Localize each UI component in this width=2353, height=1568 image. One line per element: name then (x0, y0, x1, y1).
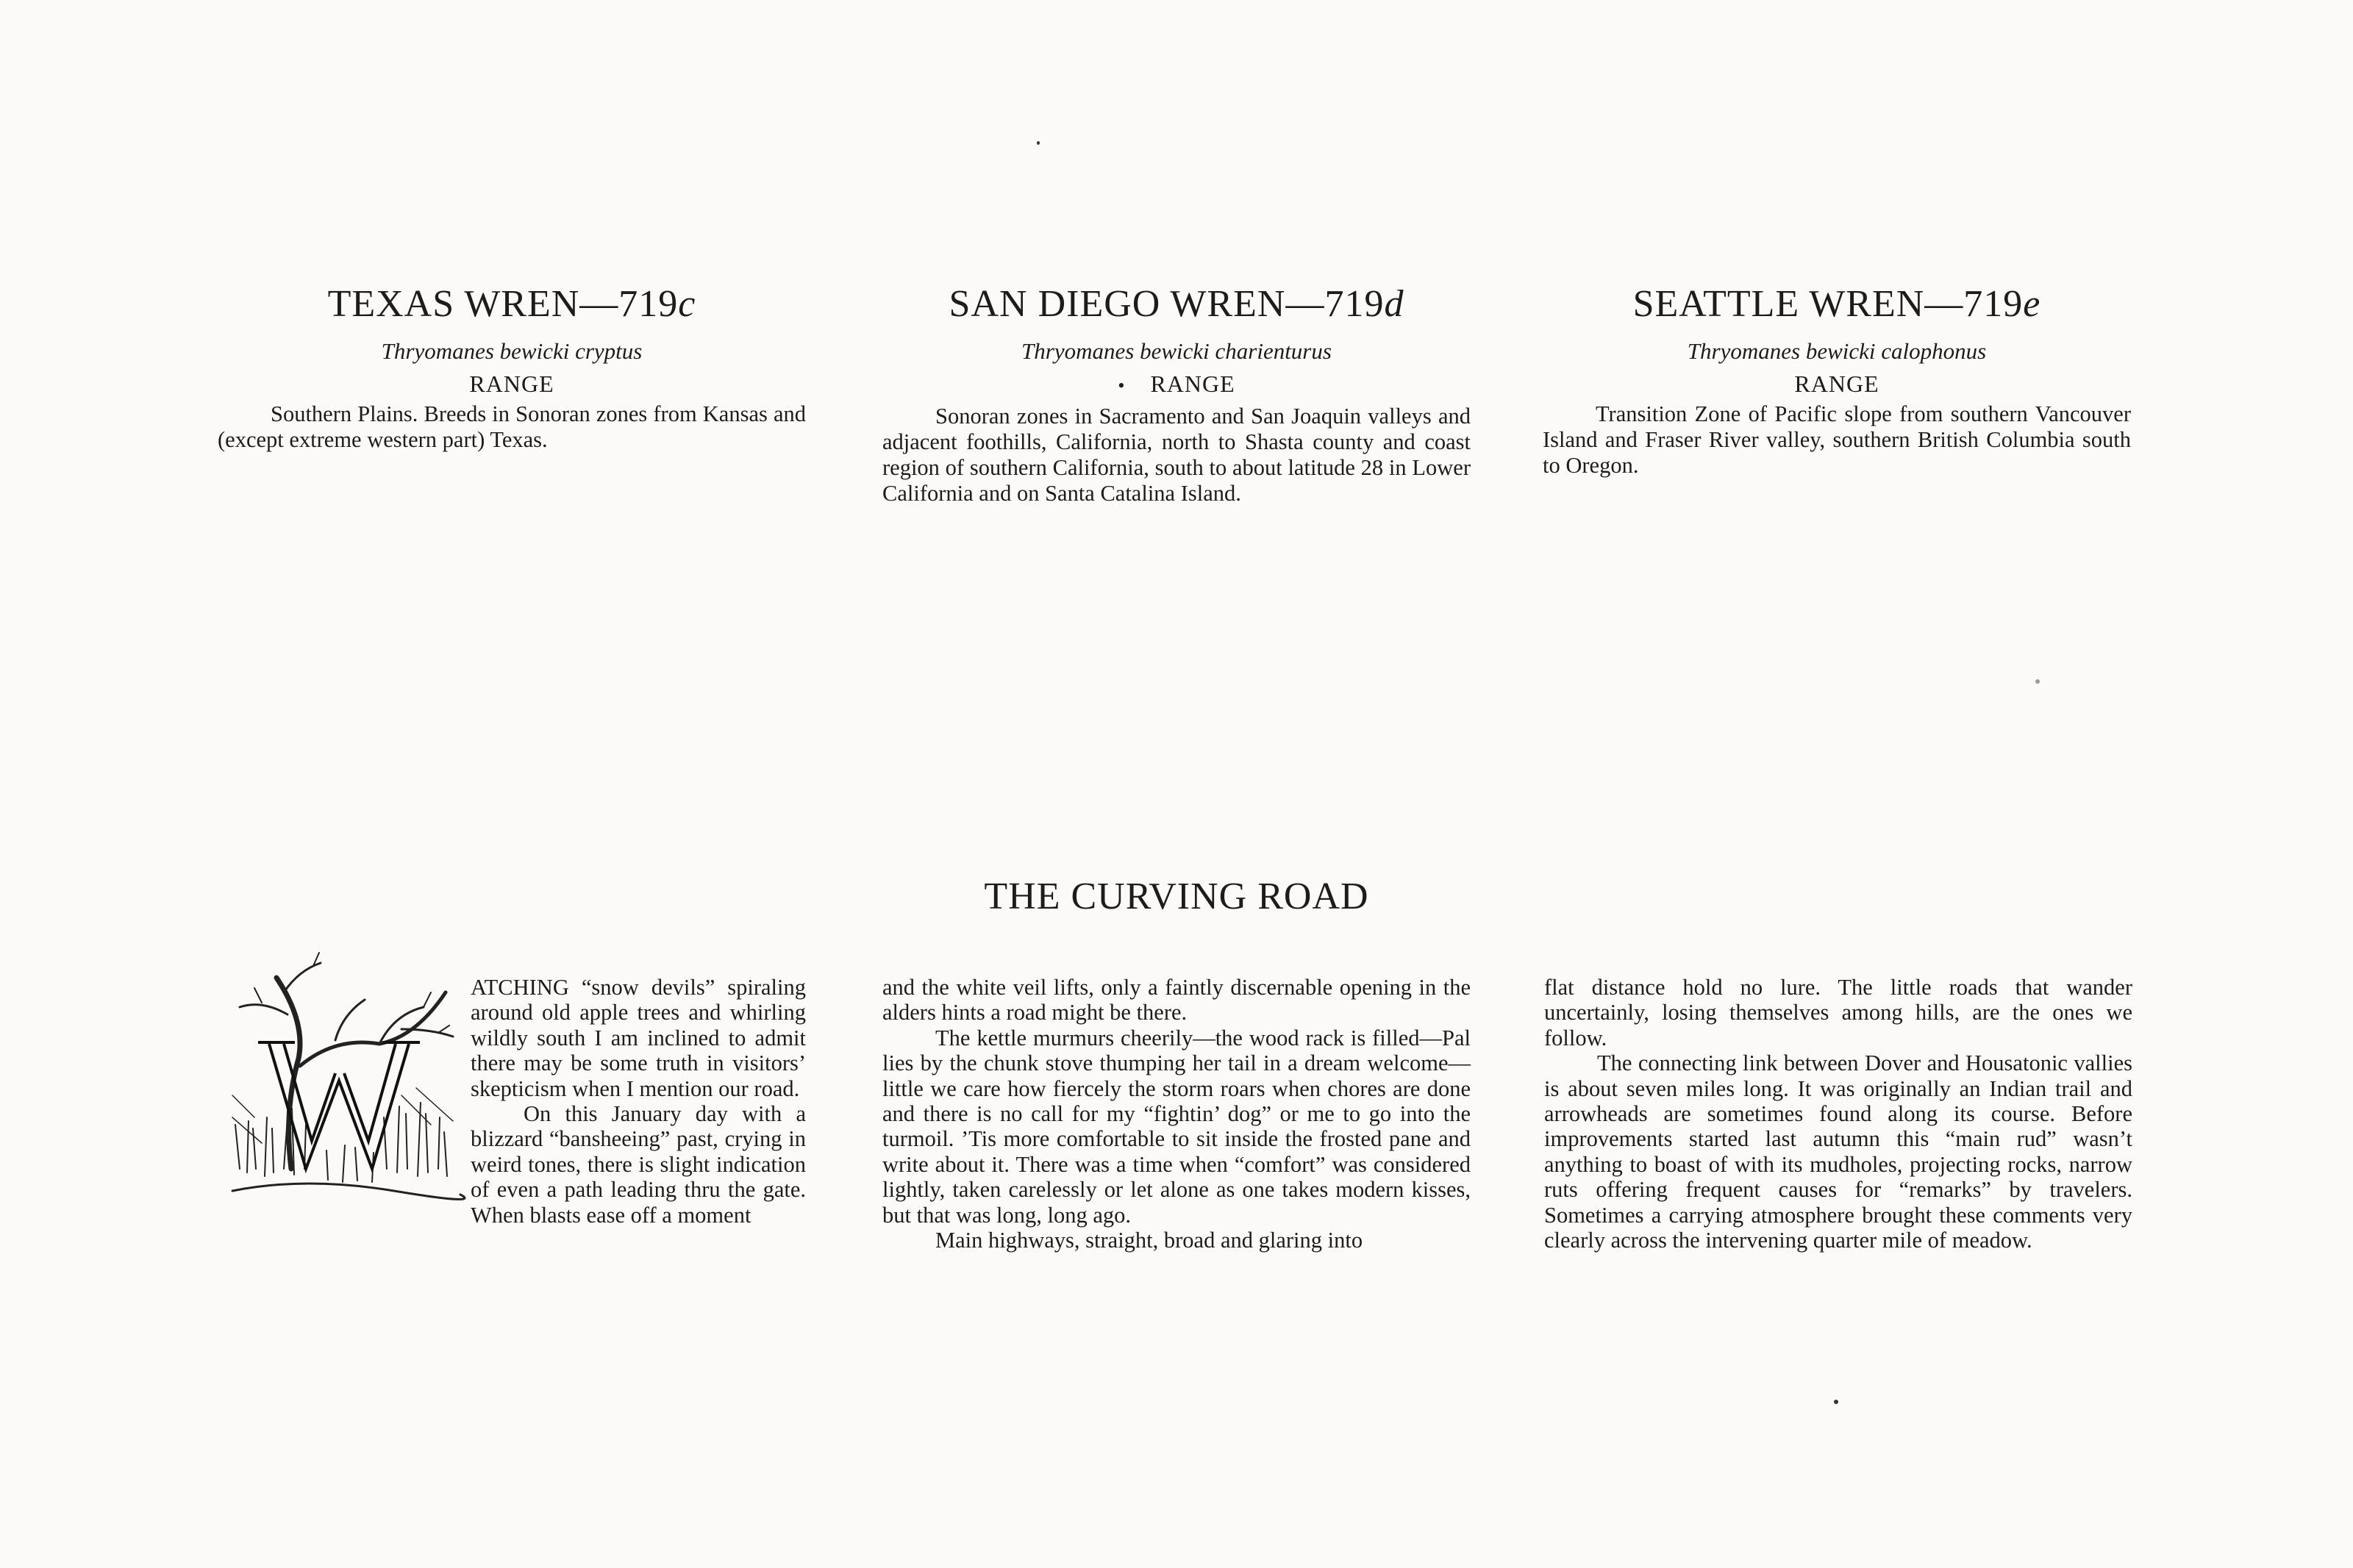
essay-paragraph: On this January day with a blizzard “bansheeing” past, crying in weird tones, there is slight indication of even a path leading thru the gate. When blasts ease off a moment (471, 1101, 806, 1228)
essay-title: THE CURVING ROAD (984, 876, 1369, 917)
scan-speck (1834, 1400, 1838, 1404)
bullet-mark: • (1118, 375, 1126, 396)
wren-title: SEATTLE WREN—719e (1632, 283, 2041, 325)
wren-entry-seattle (1543, 281, 2131, 479)
range-label: RANGE (1794, 370, 1879, 397)
essay-paragraph: ATCHING “snow devils” spiraling around old apple trees and whirling wildly south I am inclined to admit there may be some truth in visitors’ skepticism when I mention our road. (471, 975, 806, 1101)
dropcap-tree-illustration (218, 948, 466, 1203)
wren-title: TEXAS WREN—719c (327, 283, 696, 325)
range-text: Southern Plains. Breeds in Sonoran zones from Kansas and (except extreme western part) Texas. (218, 401, 806, 452)
range-text: Sonoran zones in Sacramento and San Joaquin valleys and adjacent foothills, California, north to Shasta county and coast region of southern California, south to about latitude 28 in Lower California and on Santa Catalina Island. (882, 404, 1471, 506)
essay-paragraph: The kettle murmurs cheerily—the wood rack is filled—Pal lies by the chunk stove thumping her tail in a dream welcome—little we care how fiercely the storm roars when chores are done and there is no call for my “fightin’ dog” or me to go into the turmoil. ’Tis more comfortable to sit inside the frosted pane and write about it. There was a time when “comfort” was considered lightly, taken carelessly or let alone as one takes modern kisses, but that was long, long ago. (882, 1025, 1471, 1228)
essay-paragraph: flat distance hold no lure. The little roads that wander uncertainly, losing themselves among hills, are the ones we follow. (1544, 975, 2132, 1050)
essay-paragraph: Main highways, straight, broad and glaring into (935, 1228, 1363, 1253)
essay-column-2 (882, 975, 1471, 1253)
range-label: • RANGE (1118, 370, 1235, 397)
wren-entry-san-diego (882, 281, 1471, 506)
scan-speck (1037, 141, 1040, 145)
scan-speck (2035, 679, 2040, 684)
essay-paragraph: and the white veil lifts, only a faintly discernable opening in the alders hints a road might be there. (882, 975, 1471, 1025)
essay-column-1 (218, 948, 806, 1228)
essay-paragraph: The connecting link between Dover and Housatonic vallies is about seven miles long. It was originally an Indian trail and arrowheads are sometimes found along its course. Before improvements started last autumn this “main rud” wasn’t anything to boast of with its mudholes, projecting rocks, narrow ruts offering frequent causes for “remarks” by travelers. Sometimes a carrying atmosphere brought these comments very clearly across the intervening quarter mile of meadow. (1544, 1050, 2132, 1253)
range-label: RANGE (469, 370, 554, 397)
wren-title: SAN DIEGO WREN—719d (949, 283, 1404, 325)
wren-scientific-name: Thryomanes bewicki cryptus (381, 338, 643, 364)
essay-column-3 (1544, 975, 2132, 1253)
wren-entry-texas (218, 281, 806, 453)
range-text: Transition Zone of Pacific slope from southern Vancouver Island and Fraser River valley, southern British Columbia south to Oregon. (1543, 401, 2131, 478)
wren-scientific-name: Thryomanes bewicki calophonus (1687, 338, 1987, 364)
wren-scientific-name: Thryomanes bewicki charienturus (1021, 338, 1332, 364)
